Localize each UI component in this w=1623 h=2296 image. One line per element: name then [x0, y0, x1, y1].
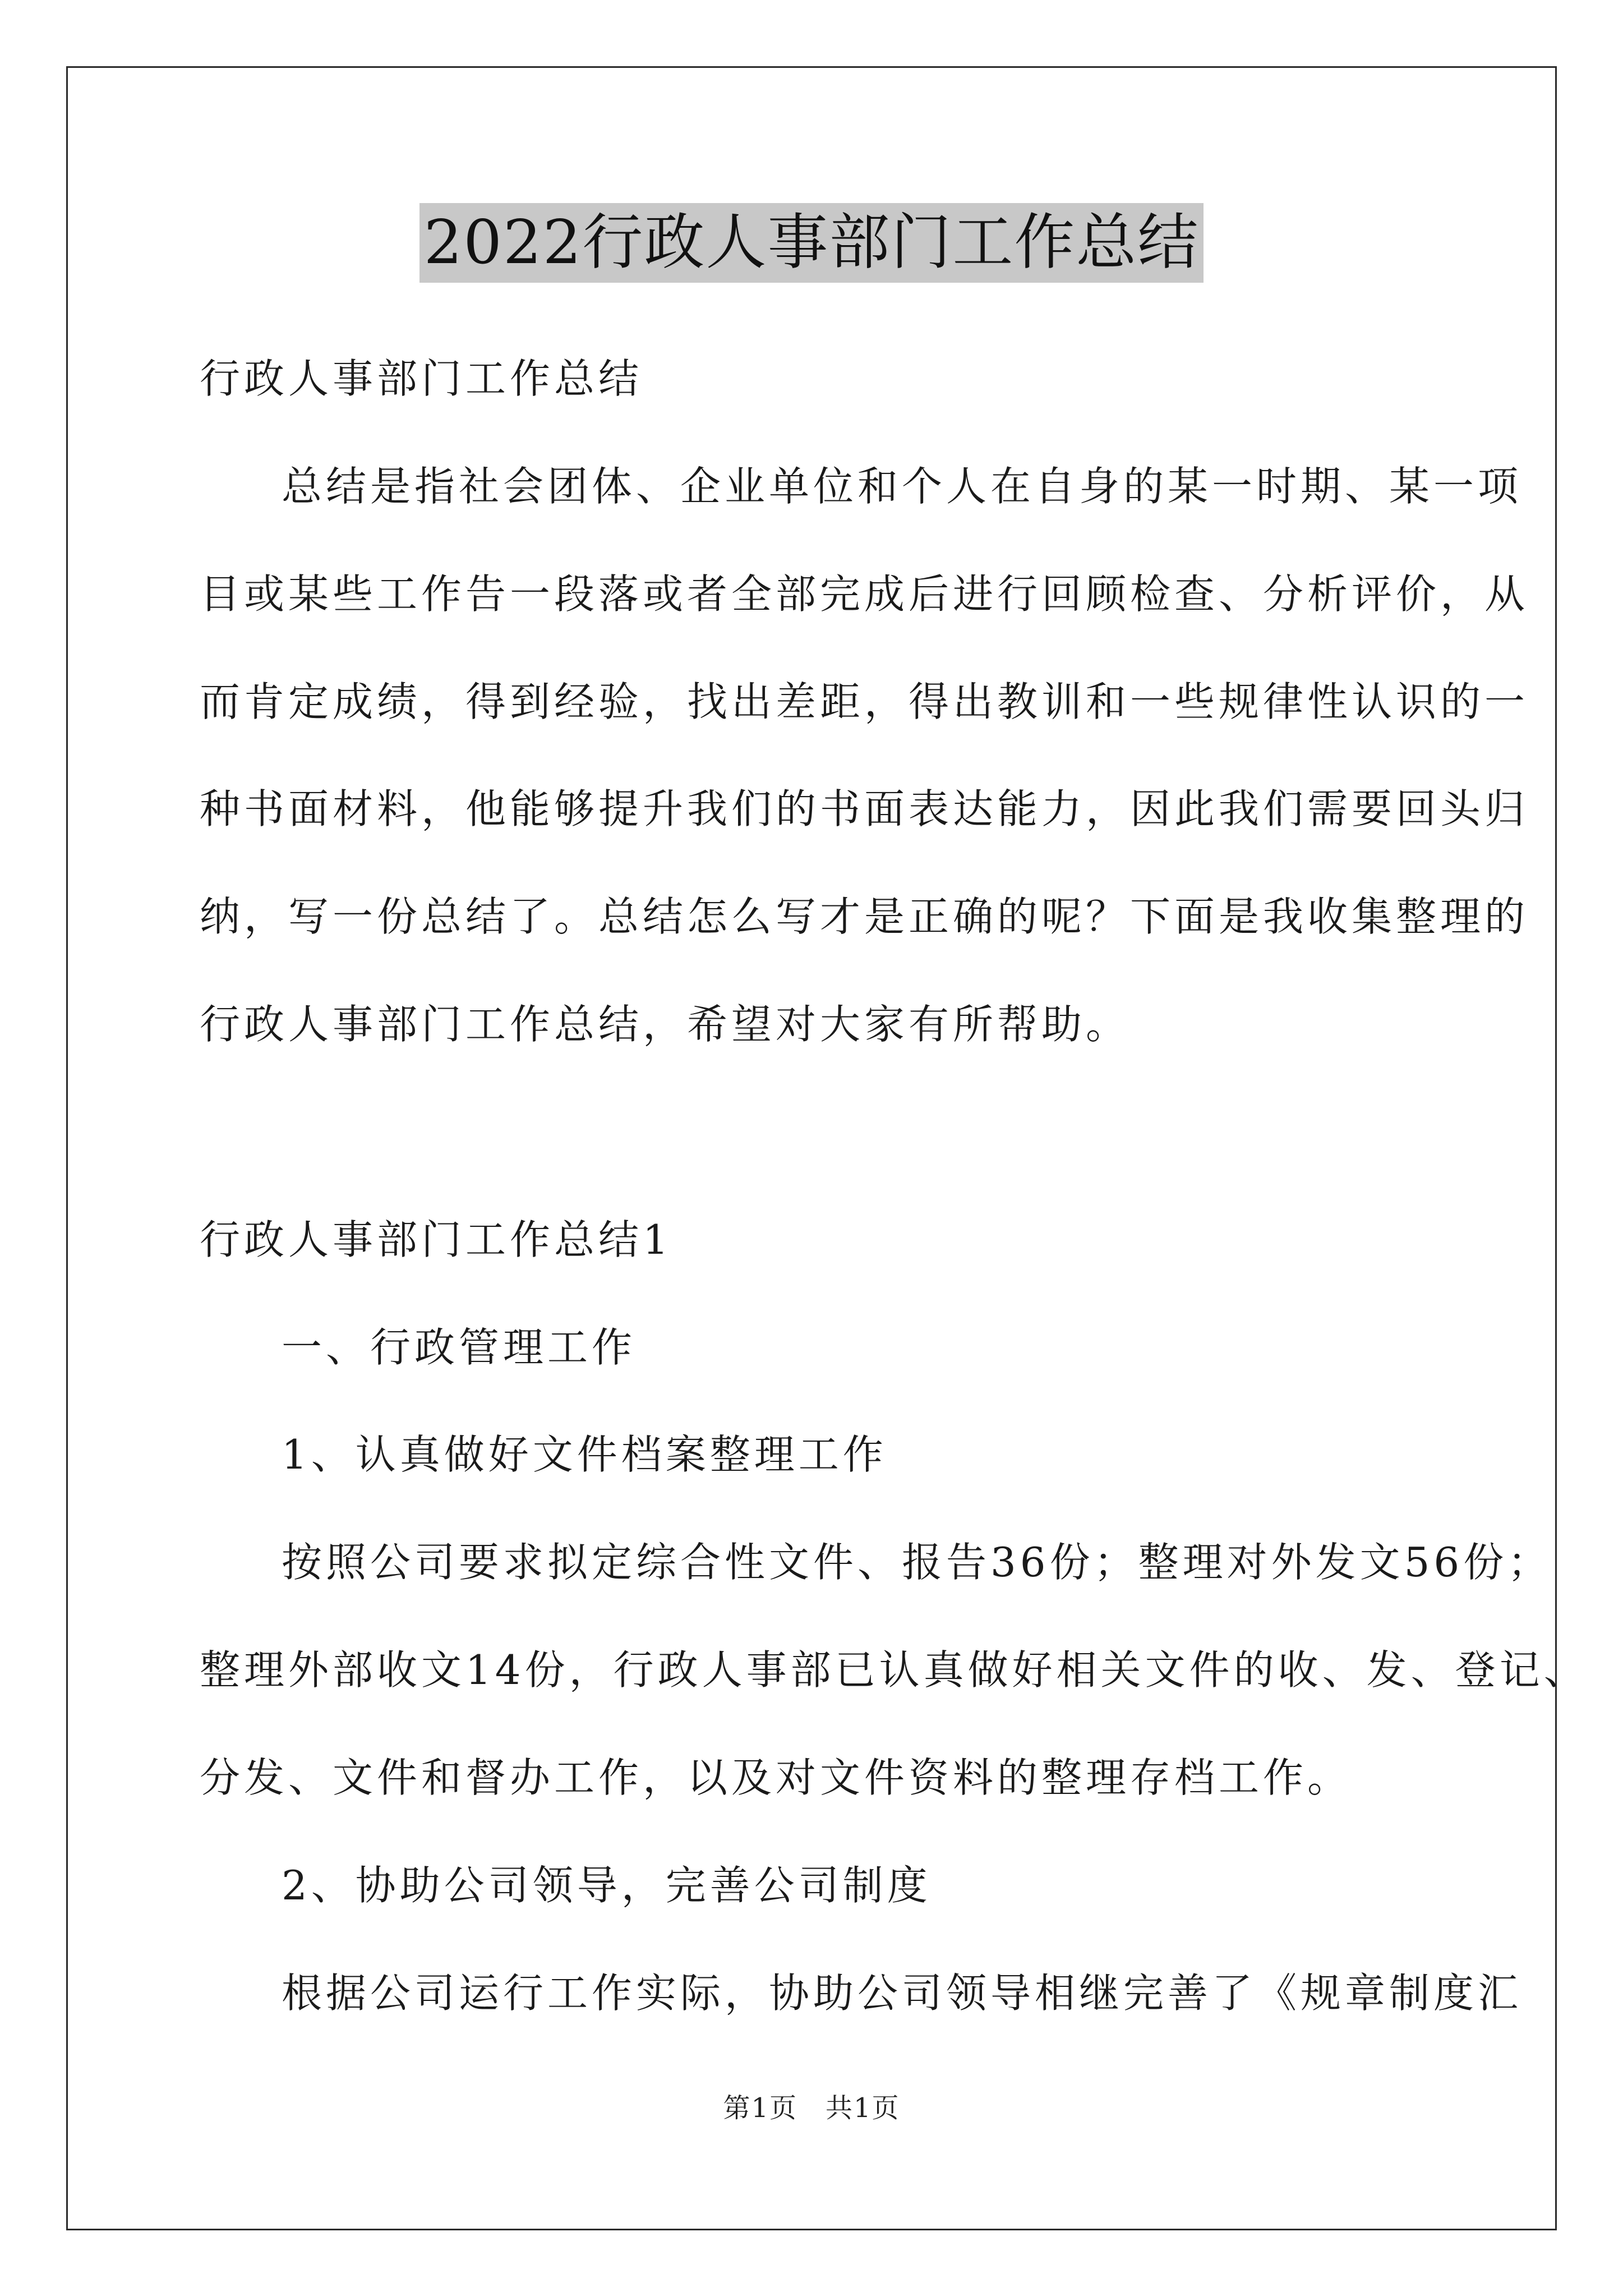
page-footer: 第1页 共1页	[723, 2092, 900, 2124]
paragraph-line: 而肯定成绩，得到经验，找出差距，得出教训和一些规律性认识的一	[200, 678, 1529, 725]
paragraph-line: 纳，写一份总结了。总结怎么写才是正确的呢？下面是我收集整理的	[200, 893, 1529, 940]
paragraph-line: 根据公司运行工作实际，协助公司领导相继完善了《规章制度汇	[282, 1970, 1523, 2017]
section-heading: 行政人事部门工作总结1	[200, 1216, 672, 1263]
paragraph-line: 目或某些工作告一段落或者全部完成后进行回顾检查、分析评价，从	[200, 570, 1529, 618]
item-heading: 1、认真做好文件档案整理工作	[282, 1431, 887, 1478]
item-heading: 2、协助公司领导，完善公司制度	[282, 1862, 932, 1909]
paragraph-line: 种书面材料，他能够提升我们的书面表达能力，因此我们需要回头归	[200, 785, 1529, 832]
paragraph-line: 分发、文件和督办工作，以及对文件资料的整理存档工作。	[200, 1754, 1352, 1801]
paragraph-line: 按照公司要求拟定综合性文件、报告36份；整理对外发文56份；	[282, 1539, 1552, 1586]
title-container	[0, 203, 1623, 283]
paragraph-line: 整理外部收文14份，行政人事部已认真做好相关文件的收、发、登记、	[200, 1646, 1588, 1694]
paragraph-line: 总结是指社会团体、企业单位和个人在自身的某一时期、某一项	[282, 463, 1523, 510]
paragraph-line: 行政人事部门工作总结，希望对大家有所帮助。	[200, 1001, 1131, 1048]
subtitle: 行政人事部门工作总结	[200, 355, 643, 402]
document-title: 2022行政人事部门工作总结	[419, 203, 1204, 283]
section-subheading: 一、行政管理工作	[282, 1324, 637, 1371]
